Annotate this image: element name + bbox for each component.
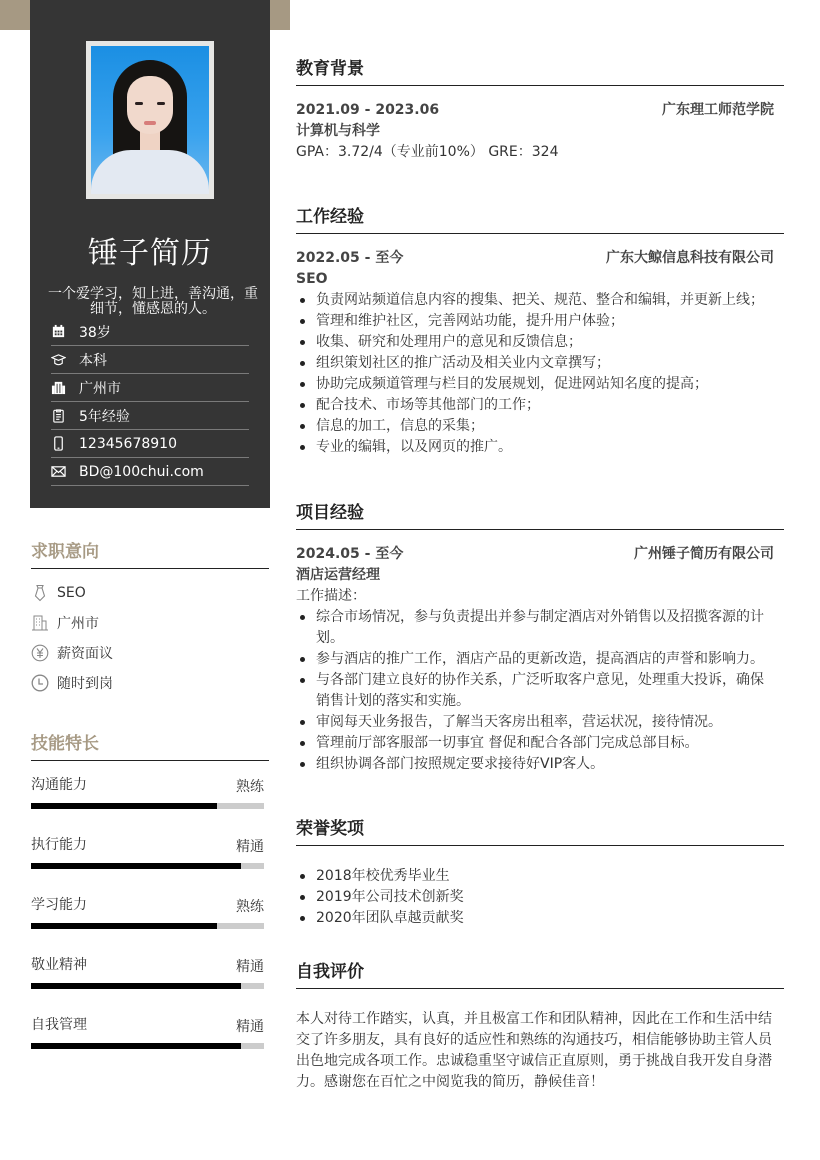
candidate-motto: 一个爱学习，知上进，善沟通，重细节，懂感恩的人。 bbox=[48, 286, 258, 317]
self-eval-text: 本人对待工作踏实，认真，并且极富工作和团队精神，因此在工作和生活中结交了许多朋友，具有良好的适应性和熟练的沟通技巧，相信能够协助主管人员出色地完成各项工作。忠诚稳重坚守诚信正直原则，勇于挑战自我开发自身潜力。感谢您在百忙之中阅览我的简历，静候佳音！ bbox=[296, 1011, 772, 1090]
info-education-value: 本科 bbox=[79, 352, 107, 369]
intent-salary bbox=[31, 638, 269, 668]
list-item: 负责网站频道信息内容的搜集、把关、规范、整合和编辑，并更新上线； bbox=[296, 290, 784, 311]
work-company: 广东大鲸信息科技有限公司 bbox=[606, 250, 774, 266]
intent-city-value: 广州市 bbox=[57, 616, 99, 632]
info-email bbox=[51, 458, 249, 486]
self-eval-section bbox=[296, 957, 784, 1093]
skill-level: 精通 bbox=[236, 959, 264, 975]
intent-availability-value: 随时到岗 bbox=[57, 676, 113, 692]
info-city-value: 广州市 bbox=[79, 380, 121, 397]
skill-item bbox=[31, 1010, 264, 1070]
info-phone-value: 12345678910 bbox=[79, 435, 177, 452]
skill-bar bbox=[31, 863, 264, 869]
project-desc-label: 工作描述： bbox=[296, 588, 366, 604]
list-item: 配合技术、市场等其他部门的工作； bbox=[296, 395, 784, 416]
education-school: 广东理工师范学院 bbox=[662, 102, 774, 118]
work-header bbox=[296, 248, 784, 269]
envelope-icon bbox=[51, 464, 79, 480]
project-section-title: 项目经验 bbox=[296, 498, 784, 530]
intent-city bbox=[31, 608, 269, 638]
list-item: 参与酒店的推广工作，酒店产品的更新改造，提高酒店的声誉和影响力。 bbox=[296, 649, 784, 670]
skill-level: 精通 bbox=[236, 1019, 264, 1035]
education-major: 计算机与科学 bbox=[296, 123, 380, 139]
skill-level: 精通 bbox=[236, 839, 264, 855]
education-period: 2021.09 - 2023.06 bbox=[296, 102, 440, 118]
info-age bbox=[51, 318, 249, 346]
skill-name: 自我管理 bbox=[31, 1017, 87, 1033]
work-section-title: 工作经验 bbox=[296, 202, 784, 234]
skill-name: 执行能力 bbox=[31, 837, 87, 853]
profile-photo bbox=[86, 41, 214, 199]
building-icon bbox=[51, 380, 79, 396]
list-item: 管理前厅部客服部一切事宜 督促和配合各部门完成总部目标。 bbox=[296, 733, 784, 754]
honors-section bbox=[296, 814, 784, 957]
skill-level: 熟练 bbox=[236, 779, 264, 795]
education-header bbox=[296, 100, 784, 121]
intent-position bbox=[31, 578, 269, 608]
education-detail: GPA：3.72/4（专业前10%） GRE：324 bbox=[296, 144, 559, 160]
project-header bbox=[296, 544, 784, 565]
info-education bbox=[51, 346, 249, 374]
info-phone bbox=[51, 430, 249, 458]
skill-name: 沟通能力 bbox=[31, 777, 87, 793]
list-item: 专业的编辑，以及网页的推广。 bbox=[296, 437, 784, 458]
list-item: 2019年公司技术创新奖 bbox=[296, 887, 784, 908]
skill-item bbox=[31, 770, 264, 830]
project-duties bbox=[296, 607, 784, 775]
info-email-value: BD@100chui.com bbox=[79, 463, 204, 480]
personal-info-list bbox=[51, 318, 249, 486]
intent-position-value: SEO bbox=[57, 585, 86, 601]
list-item: 综合市场情况，参与负责提出并参与制定酒店对外销售以及招揽客源的计划。 bbox=[296, 607, 784, 649]
info-age-value: 38岁 bbox=[79, 324, 111, 341]
skill-bar bbox=[31, 983, 264, 989]
intent-salary-value: 薪资面议 bbox=[57, 646, 113, 662]
honors-section-title: 荣誉奖项 bbox=[296, 814, 784, 846]
clock-icon bbox=[31, 674, 57, 692]
intent-section-title: 求职意向 bbox=[31, 537, 269, 569]
skill-name: 敬业精神 bbox=[31, 957, 87, 973]
photo-image bbox=[91, 46, 209, 194]
work-period: 2022.05 - 至今 bbox=[296, 250, 404, 266]
skill-bar bbox=[31, 923, 264, 929]
project-period: 2024.05 - 至今 bbox=[296, 546, 404, 562]
list-item: 收集、研究和处理用户的意见和反馈信息； bbox=[296, 332, 784, 353]
intent-availability bbox=[31, 668, 269, 698]
project-company: 广州锤子简历有限公司 bbox=[634, 546, 774, 562]
tie-icon bbox=[31, 584, 57, 602]
list-item: 审阅每天业务报告，了解当天客房出租率，营运状况，接待情况。 bbox=[296, 712, 784, 733]
list-item: 组织协调各部门按照规定要求接待好VIP客人。 bbox=[296, 754, 784, 775]
work-section bbox=[296, 202, 784, 498]
skill-name: 学习能力 bbox=[31, 897, 87, 913]
skills-section-title: 技能特长 bbox=[31, 729, 269, 761]
skill-item bbox=[31, 890, 264, 950]
list-item: 与各部门建立良好的协作关系，广泛听取客户意见，处理重大投诉，确保销售计划的落实和实施。 bbox=[296, 670, 784, 712]
main-content bbox=[296, 54, 784, 1093]
info-experience-value: 5年经验 bbox=[79, 408, 130, 425]
list-item: 管理和维护社区，完善网站功能，提升用户体验； bbox=[296, 311, 784, 332]
skill-bar bbox=[31, 1043, 264, 1049]
intent-list bbox=[31, 578, 269, 698]
list-item: 信息的加工，信息的采集； bbox=[296, 416, 784, 437]
info-city bbox=[51, 374, 249, 402]
skills-list bbox=[31, 770, 264, 1070]
list-item: 组织策划社区的推广活动及相关业内文章撰写； bbox=[296, 353, 784, 374]
project-section bbox=[296, 498, 784, 814]
education-section-title: 教育背景 bbox=[296, 54, 784, 86]
honors-list bbox=[296, 866, 784, 929]
project-role: 酒店运营经理 bbox=[296, 567, 380, 583]
education-section bbox=[296, 54, 784, 202]
self-eval-section-title: 自我评价 bbox=[296, 957, 784, 989]
phone-icon bbox=[51, 436, 79, 452]
work-role: SEO bbox=[296, 271, 328, 287]
info-experience bbox=[51, 402, 249, 430]
list-item: 2020年团队卓越贡献奖 bbox=[296, 908, 784, 929]
list-item: 2018年校优秀毕业生 bbox=[296, 866, 784, 887]
skill-bar bbox=[31, 803, 264, 809]
skill-level: 熟练 bbox=[236, 899, 264, 915]
building-icon bbox=[31, 614, 57, 632]
list-item: 协助完成频道管理与栏目的发展规划，促进网站知名度的提高； bbox=[296, 374, 784, 395]
clipboard-icon bbox=[51, 408, 79, 424]
work-duties bbox=[296, 290, 784, 458]
calendar-icon bbox=[51, 324, 79, 340]
candidate-name: 锤子简历 bbox=[88, 236, 212, 271]
skill-item bbox=[31, 950, 264, 1010]
yen-icon bbox=[31, 644, 57, 662]
graduation-cap-icon bbox=[51, 352, 79, 368]
skill-item bbox=[31, 830, 264, 890]
